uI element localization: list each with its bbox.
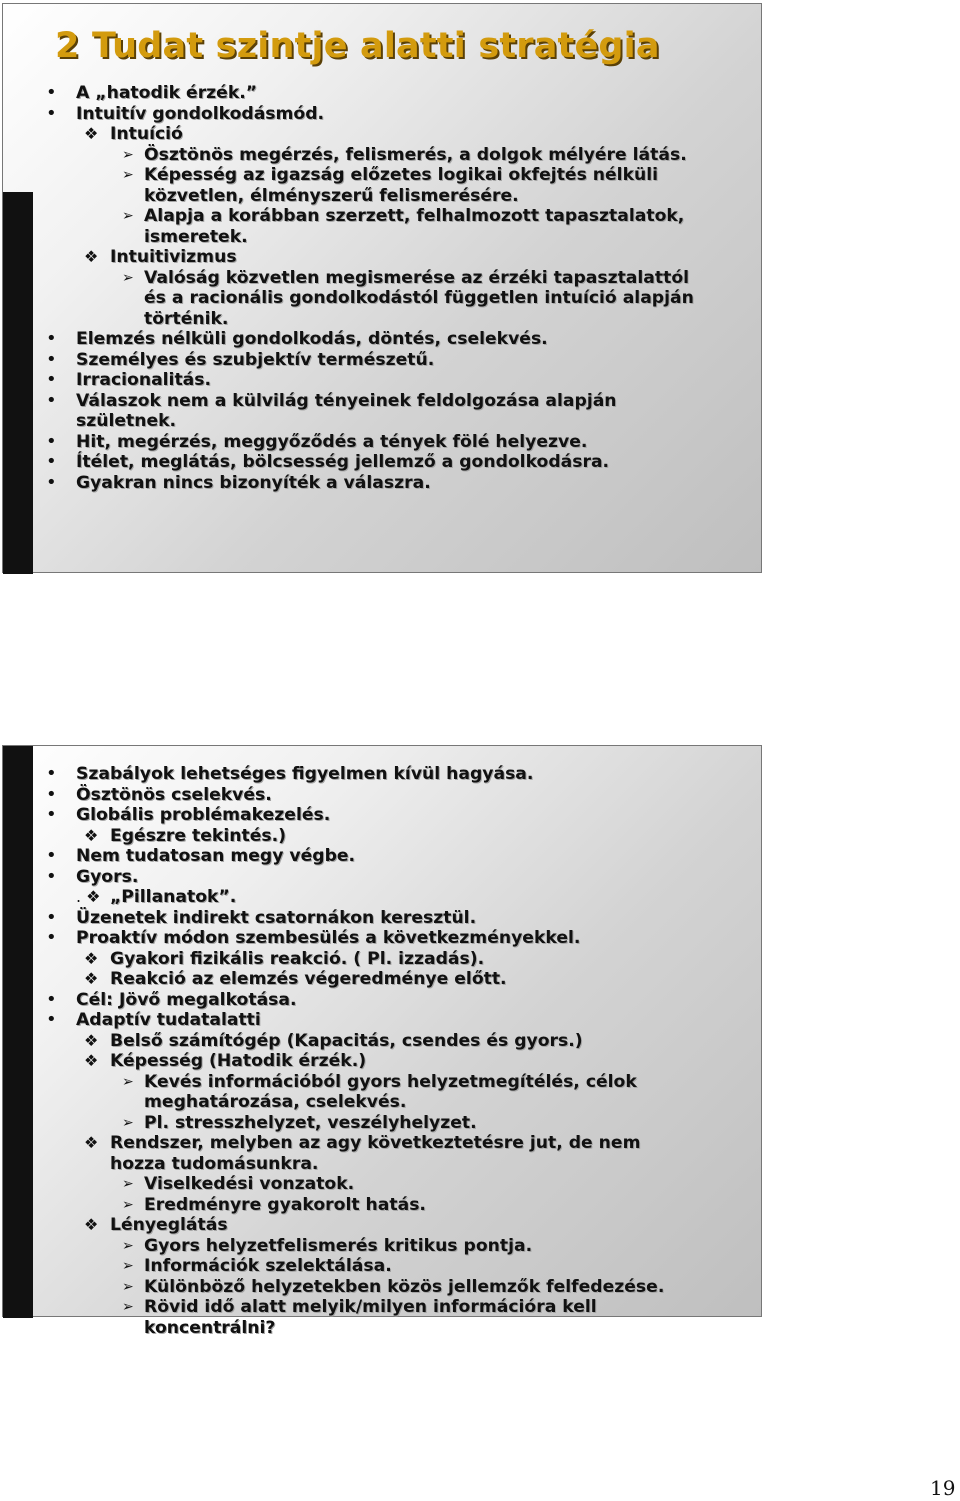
- list-item: [34, 928, 946, 949]
- list-item-text: Pl. stresszhelyzet, veszélyhelyzet.: [144, 1112, 477, 1133]
- list-item-text: Képesség (Hatodik érzék.): [110, 1051, 367, 1071]
- list-item-text: Intuíció: [110, 124, 183, 144]
- bullet-dot-icon: •: [46, 430, 57, 452]
- bullet-dot-icon: •: [46, 348, 57, 370]
- list-item: [34, 846, 946, 867]
- list-item-text: Proaktív módon szembesülés a következményekkel.: [76, 928, 581, 948]
- bullet-dot-icon: •: [46, 82, 57, 103]
- bullet-dot-icon: •: [46, 102, 57, 124]
- list-item-text: Rendszer, melyben az agy következtetésre jut, de nem: [110, 1133, 641, 1153]
- bullet-dot-icon: •: [46, 389, 57, 411]
- list-item-text: Ösztönös megérzés, felismerés, a dolgok mélyére látás.: [144, 144, 687, 165]
- list-item-text: Üzenetek indirekt csatornákon keresztül.: [76, 907, 477, 928]
- list-item-text: A „hatodik érzék.”: [76, 83, 258, 103]
- arrow-bullet-icon: ➢: [122, 269, 134, 286]
- list-item: [34, 1072, 946, 1113]
- arrow-bullet-icon: ➢: [122, 146, 134, 163]
- slide-title: 2 Tudat szintje alatti stratégia: [55, 26, 660, 66]
- diamond-bullet-icon: ❖: [84, 948, 99, 968]
- slide-1-bullet-list: [34, 83, 946, 493]
- arrow-bullet-icon: ➢: [122, 1258, 134, 1274]
- list-item-text: Hit, megérzés, meggyőződés a tények fölé helyezve.: [76, 431, 588, 452]
- list-item: [34, 206, 946, 247]
- diamond-bullet-icon: ❖: [84, 1030, 99, 1050]
- list-item-text: Gyakran nincs bizonyíték a válaszra.: [76, 472, 431, 493]
- list-item: [34, 1236, 946, 1257]
- list-item-text: Ösztönös cselekvés.: [76, 784, 272, 805]
- list-item-text: koncentrálni?: [144, 1317, 276, 1338]
- list-item-text: Irracionalitás.: [76, 370, 212, 390]
- list-item-text: ismeretek.: [144, 226, 248, 247]
- list-item: [34, 104, 946, 125]
- list-item: [34, 432, 946, 453]
- list-item: [34, 1297, 946, 1338]
- list-item: [34, 145, 946, 166]
- bullet-dot-icon: •: [46, 763, 57, 784]
- list-item-text: Valóság közvetlen megismerése az érzéki tapasztalattól: [144, 267, 690, 288]
- slide-2-bullet-list: [34, 764, 946, 1338]
- bullet-dot-icon: •: [46, 369, 57, 390]
- list-item: [34, 1195, 946, 1216]
- list-item-text: „Pillanatok”.: [110, 887, 237, 907]
- arrow-bullet-icon: ➢: [122, 1114, 134, 1131]
- arrow-bullet-icon: ➢: [122, 167, 134, 183]
- bullet-dot-icon: •: [46, 988, 57, 1010]
- list-item-text: Belső számítógép (Kapacitás, csendes és gyors.): [110, 1030, 583, 1051]
- list-item: [34, 867, 946, 888]
- list-item-text: Cél: Jövő megalkotása.: [76, 989, 297, 1010]
- list-item: [34, 350, 946, 371]
- bullet-dot-icon: •: [46, 845, 57, 866]
- list-item: [34, 949, 946, 970]
- list-item: [34, 1277, 946, 1298]
- list-item-text: Szabályok lehetséges figyelmen kívül hagyása.: [76, 764, 534, 784]
- list-item-text: Elemzés nélküli gondolkodás, döntés, cselekvés.: [76, 329, 548, 349]
- list-item: [34, 826, 946, 847]
- list-item: [34, 1133, 946, 1174]
- bullet-dot-icon: •: [46, 783, 57, 805]
- diamond-bullet-icon: ❖: [84, 124, 99, 143]
- list-item: [34, 370, 946, 391]
- list-item: [34, 391, 946, 432]
- bullet-dot-icon: •: [46, 471, 57, 493]
- list-item: [34, 1215, 946, 1236]
- arrow-bullet-icon: ➢: [122, 1299, 134, 1315]
- list-item: [34, 1174, 946, 1195]
- arrow-bullet-icon: ➢: [122, 208, 134, 224]
- list-item: [34, 887, 946, 908]
- list-item: [34, 785, 946, 806]
- list-item-text: Lényeglátás: [110, 1215, 228, 1235]
- arrow-bullet-icon: ➢: [122, 1176, 134, 1192]
- arrow-bullet-icon: ➢: [122, 1237, 134, 1254]
- list-item-text: Alapja a korábban szerzett, felhalmozott tapasztalatok,: [144, 206, 685, 226]
- diamond-bullet-icon: . ❖: [76, 887, 101, 906]
- list-item: [34, 1113, 946, 1134]
- diamond-bullet-icon: ❖: [84, 825, 99, 845]
- list-item-text: közvetlen, élményszerű felismerésére.: [144, 185, 519, 206]
- list-item: [34, 1031, 946, 1052]
- list-item: [34, 990, 946, 1011]
- arrow-bullet-icon: ➢: [122, 1278, 134, 1295]
- slide-accent-bar: [3, 192, 33, 574]
- bullet-dot-icon: •: [46, 927, 57, 948]
- list-item: [34, 247, 946, 268]
- list-item: [34, 473, 946, 494]
- list-item: [34, 165, 946, 206]
- bullet-dot-icon: •: [46, 1009, 57, 1030]
- list-item-text: Intuitív gondolkodásmód.: [76, 103, 325, 124]
- list-item: [34, 1256, 946, 1277]
- list-item: [34, 83, 946, 104]
- slide-accent-bar: [3, 746, 33, 1318]
- list-item-text: Gyors helyzetfelismerés kritikus pontja.: [144, 1235, 533, 1256]
- bullet-dot-icon: •: [46, 328, 57, 349]
- list-item-text: meghatározása, cselekvés.: [144, 1092, 407, 1112]
- list-item-text: Válaszok nem a külvilág tényeinek feldolgozása alapján: [76, 390, 617, 411]
- bullet-dot-icon: •: [46, 451, 57, 472]
- diamond-bullet-icon: ❖: [84, 969, 99, 988]
- list-item: [34, 1051, 946, 1072]
- bullet-dot-icon: •: [46, 865, 57, 887]
- list-item: [34, 124, 946, 145]
- list-item-text: Viselkedési vonzatok.: [144, 1174, 355, 1194]
- list-item: [34, 805, 946, 826]
- diamond-bullet-icon: ❖: [84, 1215, 99, 1234]
- list-item-text: Gyors.: [76, 866, 139, 887]
- bullet-dot-icon: •: [46, 906, 57, 928]
- list-item-text: Rövid idő alatt melyik/milyen információra kell: [144, 1297, 597, 1317]
- bullet-dot-icon: •: [46, 804, 57, 825]
- list-item-text: történik.: [144, 308, 229, 329]
- list-item-text: Reakció az elemzés végeredménye előtt.: [110, 969, 507, 989]
- list-item-text: hozza tudomásunkra.: [110, 1153, 319, 1174]
- list-item-text: Gyakori fizikális reakció. ( Pl. izzadás).: [110, 948, 485, 969]
- list-item-text: Képesség az igazság előzetes logikai okfejtés nélküli: [144, 165, 659, 185]
- list-item: [34, 1010, 946, 1031]
- arrow-bullet-icon: ➢: [122, 1073, 134, 1090]
- list-item: [34, 764, 946, 785]
- list-item: [34, 969, 946, 990]
- list-item-text: és a racionális gondolkodástól független intuíció alapján: [144, 288, 694, 308]
- list-item-text: Kevés információból gyors helyzetmegítélés, célok: [144, 1071, 637, 1092]
- page-number: 19: [930, 1476, 956, 1500]
- list-item: [34, 908, 946, 929]
- diamond-bullet-icon: ❖: [84, 1133, 99, 1152]
- list-item: [34, 268, 946, 330]
- list-item-text: születnek.: [76, 411, 177, 431]
- list-item-text: Adaptív tudatalatti: [76, 1010, 261, 1030]
- list-item: [34, 452, 946, 473]
- list-item-text: Információk szelektálása.: [144, 1256, 392, 1276]
- list-item-text: Intuitivizmus: [110, 247, 237, 267]
- list-item-text: Eredményre gyakorolt hatás.: [144, 1194, 426, 1215]
- list-item-text: Nem tudatosan megy végbe.: [76, 846, 356, 866]
- list-item-text: Személyes és szubjektív természetű.: [76, 349, 435, 370]
- list-item-text: Egészre tekintés.): [110, 825, 286, 846]
- list-item: [34, 329, 946, 350]
- diamond-bullet-icon: ❖: [84, 1051, 99, 1070]
- diamond-bullet-icon: ❖: [84, 247, 99, 266]
- list-item-text: Globális problémakezelés.: [76, 805, 331, 825]
- list-item-text: Ítélet, meglátás, bölcsesség jellemző a gondolkodásra.: [76, 452, 610, 472]
- list-item-text: Különböző helyzetekben közös jellemzők felfedezése.: [144, 1276, 665, 1297]
- arrow-bullet-icon: ➢: [122, 1196, 134, 1213]
